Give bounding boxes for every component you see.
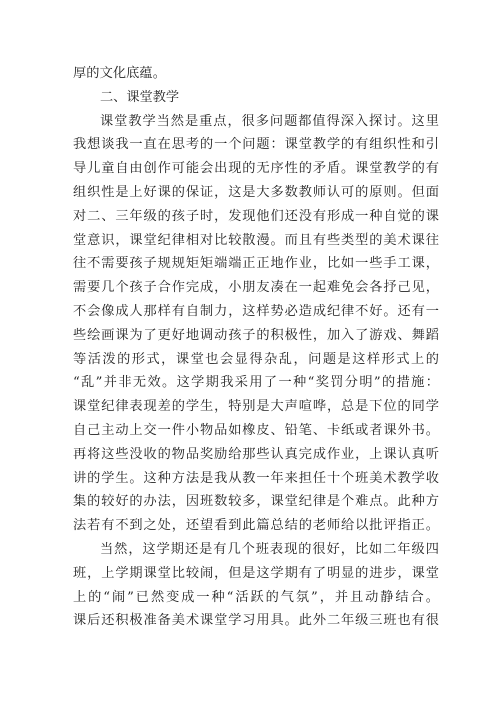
text-line: 不会像成人那样有自制力，这样势必造成纪律不好。还有一 (73, 303, 439, 319)
text-line: 课堂纪律表现差的学生，特别是大声喧哗，总是下位的同学 (73, 399, 439, 415)
text-line: 法若有不到之处，还望看到此篇总结的老师给以批评指正。 (73, 518, 439, 534)
section-heading: 二、课堂教学 (100, 89, 180, 105)
text-line: 集的较好的办法，因班数较多，课堂纪律是个难点。此种方 (73, 494, 439, 510)
text-line: 导儿童自由创作可能会出现的无序性的矛盾。课堂教学的有 (73, 161, 439, 177)
text-line: 往不需要孩子规规矩矩端端正正地作业，比如一些手工课， (73, 256, 439, 272)
text-line: 对二、三年级的孩子时，发现他们还没有形成一种自觉的课 (73, 208, 439, 224)
text-line: 自己主动上交一件小物品如橡皮、铅笔、卡纸或者课外书。 (73, 422, 439, 438)
text-line: 上的“闹”已然变成一种“活跃的气氛”，并且动静结合。 (73, 589, 439, 605)
text-line: “乱”并非无效。这学期我采用了一种“奖罚分明”的措施： (73, 375, 439, 391)
text-line: 厚的文化底蕴。 (73, 66, 167, 81)
text-line: 班，上学期课堂比较闹，但是这学期有了明显的进步，课堂 (73, 565, 439, 581)
text-line: 些绘画课为了更好地调动孩子的积极性，加入了游戏、舞蹈 (73, 327, 439, 343)
text-line: 需要几个孩子合作完成，小朋友凑在一起难免会各抒己见， (73, 280, 439, 296)
text-line: 我想谈我一直在思考的一个问题：课堂教学的有组织性和引 (73, 137, 439, 153)
text-line: 组织性是上好课的保证，这是大多数教师认可的原则。但面 (73, 184, 439, 200)
text-line: 课后还积极准备美术课堂学习用具。此外二年级三班也有很 (73, 613, 439, 629)
text-line: 再将这些没收的物品奖励给那些认真完成作业，上课认真听 (73, 446, 439, 462)
text-line: 讲的学生。这种方法是我从教一年来担任十个班美术教学收 (73, 470, 439, 486)
text-line: 堂意识，课堂纪律相对比较散漫。而且有些类型的美术课往 (73, 232, 439, 248)
text-line: 等活泼的形式，课堂也会显得杂乱，问题是这样形式上的 (73, 351, 439, 367)
text-line: 当然，这学期还是有几个班表现的很好，比如二年级四 (100, 541, 439, 557)
document-page (73, 62, 439, 633)
text-line: 课堂教学当然是重点，很多问题都值得深入探讨。这里 (100, 113, 439, 129)
